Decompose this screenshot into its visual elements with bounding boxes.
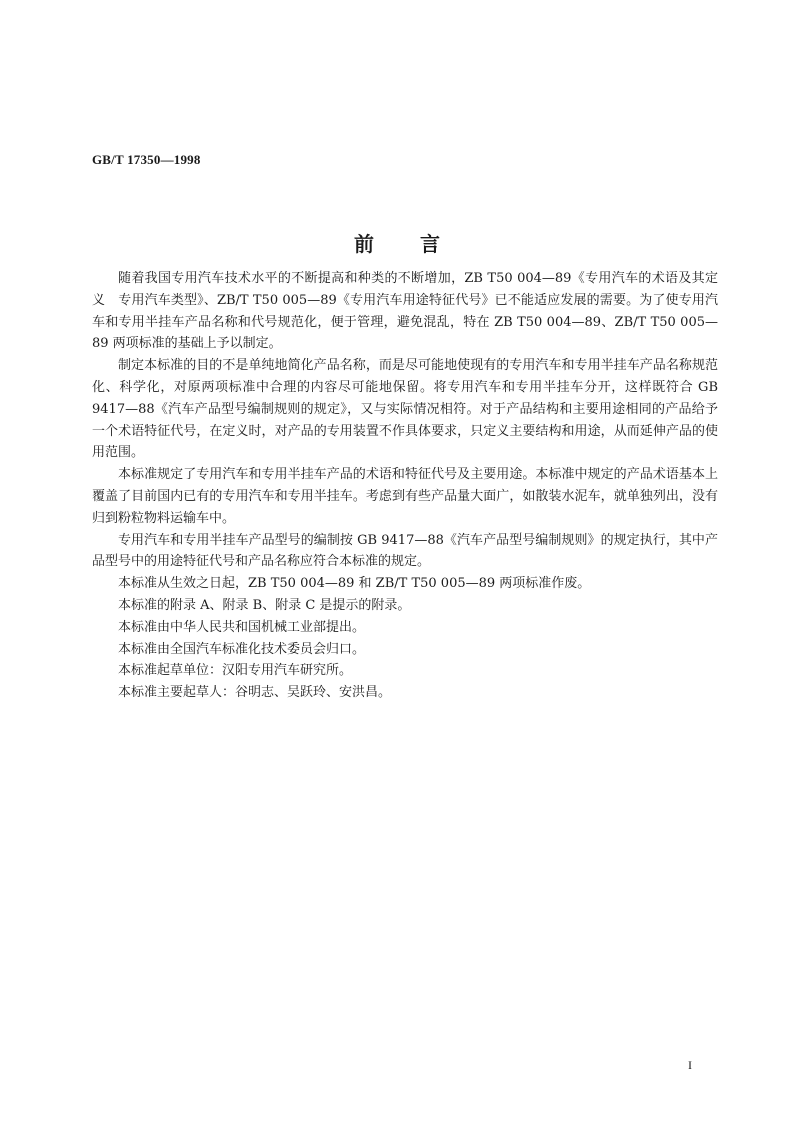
paragraph: 本标准的附录 A、附录 B、附录 C 是提示的附录。 — [118, 597, 411, 613]
paragraph: 专用汽车和专用半挂车产品型号的编制按 GB 9417—88《汽车产品型号编制规则》的规定执行，其中产品型号中的用途特征代号和产品名称应符合本标准的规定。 — [92, 532, 718, 570]
paragraph: 制定本标准的目的不是单纯地简化产品名称，而是尽可能地使现有的专用汽车和专用半挂车产品名称规范化、科学化，对原两项标准中合理的内容尽可能地保留。将专用汽车和专用半挂车分开，这样既符合 GB 9417—88《汽车产品型号编制规则的规定》，又与实际情况相符。对于产品结构和主要用途相同的产品给予一个术语特征代号，在定义时，对产品的专用装置不作具体要求，只定义主要结构和用途，从而延伸产品的使用范围。 — [92, 358, 718, 461]
foreword-body — [92, 268, 718, 704]
paragraph: 本标准由全国汽车标准化技术委员会归口。 — [118, 641, 366, 657]
paragraph: 随着我国专用汽车技术水平的不断提高和种类的不断增加，ZB T50 004—89《专用汽车的术语及其定义 专用汽车类型》、ZB/T T50 005—89《专用汽车用途特征代号》已不能适应发展的需要。为了使专用汽车和专用半挂车产品名称和代号规范化，便于管理，避免混乱，特在 ZB T50 004—89、ZB/T T50 005—89 两项标准的基础上予以制定。 — [92, 271, 718, 352]
paragraph: 本标准从生效之日起，ZB T50 004—89 和 ZB/T T50 005—89 两项标准作废。 — [118, 576, 591, 592]
page-number: I — [688, 1058, 692, 1072]
standard-number: GB/T 17350—1998 — [92, 152, 201, 167]
paragraph: 本标准主要起草人：谷明志、吴跃玲、安洪昌。 — [118, 685, 392, 701]
paragraph: 本标准起草单位：汉阳专用汽车研究所。 — [118, 663, 353, 679]
paragraph: 本标准规定了专用汽车和专用半挂车产品的术语和特征代号及主要用途。本标准中规定的产品术语基本上覆盖了目前国内已有的专用汽车和专用半挂车。考虑到有些产品量大面广，如散装水泥车，就单独列出，没有归到粉粒物料运输车中。 — [92, 467, 718, 526]
page-title: 前言 — [354, 232, 486, 256]
paragraph: 本标准由中华人民共和国机械工业部提出。 — [118, 619, 366, 635]
